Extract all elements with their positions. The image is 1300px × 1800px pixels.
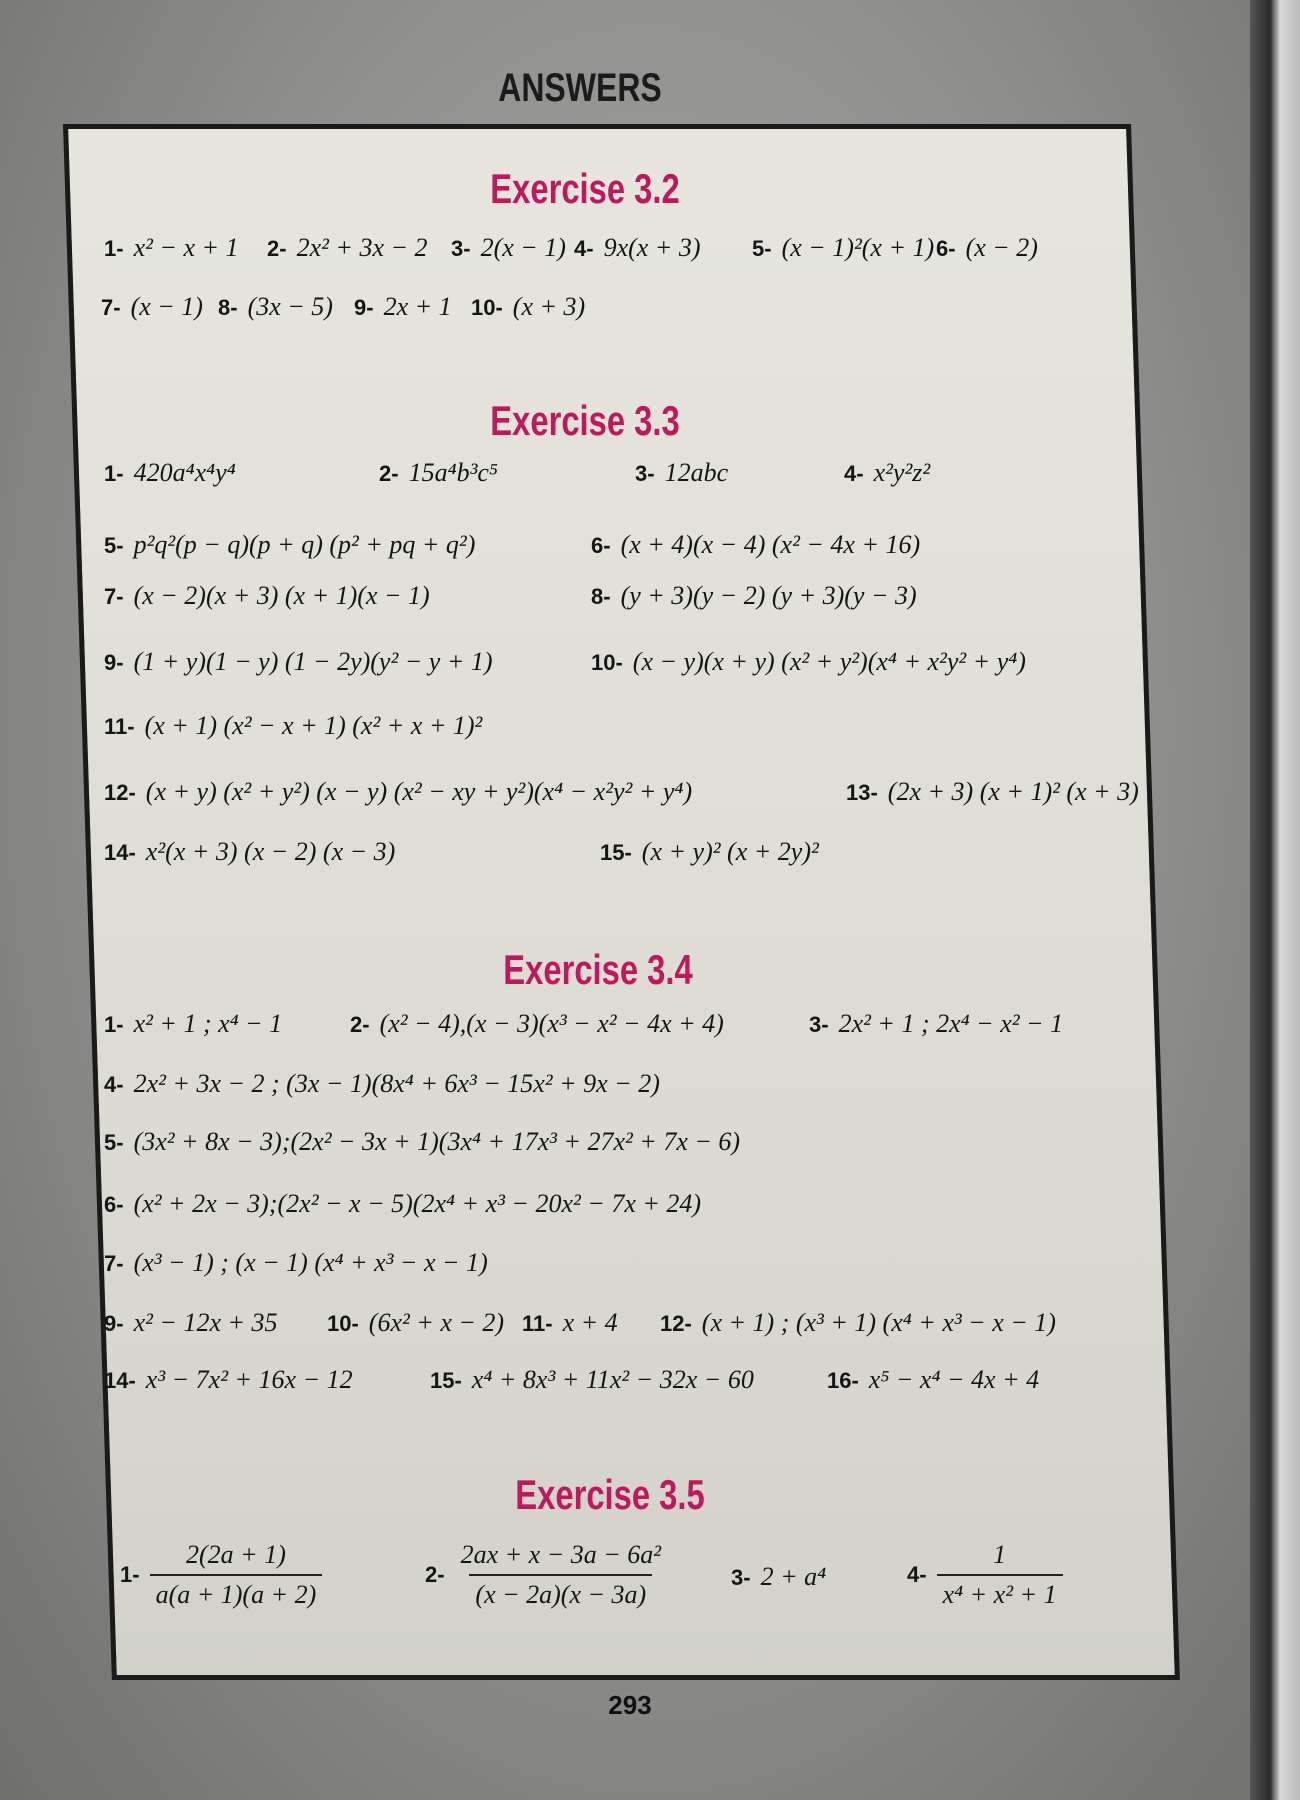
answer-expression: (x + 4)(x − 4) (x² − 4x + 16): [620, 530, 921, 559]
answer-expression: x²(x + 3) (x − 2) (x − 3): [145, 837, 396, 866]
answer-number: 3-: [731, 1565, 751, 1590]
answer-number: 14-: [104, 1368, 136, 1393]
answer-item: [104, 233, 239, 263]
answer-number: 11-: [522, 1311, 553, 1336]
answer-expression: (x³ − 1) ; (x − 1) (x⁴ + x³ − x − 1): [133, 1248, 488, 1277]
answer-expression: x²y²z²: [873, 458, 931, 487]
answer-item: [591, 647, 1026, 677]
answer-item: [104, 1069, 660, 1099]
answer-number: 1-: [104, 236, 124, 261]
answer-expression: 2x² + 3x − 2: [296, 233, 428, 262]
denominator: a(a + 1)(a + 2): [150, 1574, 323, 1610]
answer-number: 6-: [591, 533, 611, 558]
answer-item: [104, 1189, 701, 1219]
answer-number: 7-: [104, 584, 124, 609]
answer-expression: (x + 3): [512, 292, 586, 321]
answer-item: [267, 233, 428, 263]
fraction-answer: [907, 1540, 1063, 1610]
answer-expression: 2(x − 1): [480, 233, 566, 262]
answer-expression: x + 4: [562, 1308, 618, 1337]
answer-item: [522, 1308, 618, 1338]
fraction-answer: [425, 1540, 667, 1610]
answer-expression: x⁵ − x⁴ − 4x + 4: [868, 1365, 1040, 1394]
answer-number: 2-: [350, 1012, 370, 1037]
numerator: 2(2a + 1): [185, 1540, 286, 1569]
answer-number: 2-: [267, 236, 287, 261]
answer-item: [104, 1308, 278, 1338]
exercise-heading: Exercise 3.3: [490, 397, 680, 444]
answer-expression: p²q²(p − q)(p + q) (p² + pq + q²): [133, 530, 476, 559]
answer-expression: 9x(x + 3): [603, 233, 701, 262]
answer-item: [104, 837, 395, 867]
answer-expression: (x − y)(x + y) (x² + y²)(x⁴ + x²y² + y⁴): [632, 647, 1026, 676]
answer-item: [218, 292, 333, 322]
answer-number: 1-: [104, 1012, 124, 1037]
denominator: x⁴ + x² + 1: [937, 1574, 1063, 1610]
answer-item: [660, 1308, 1056, 1338]
answer-expression: (x² + 2x − 3);(2x² − x − 5)(2x⁴ + x³ − 20x² − 7x + 24): [133, 1189, 702, 1218]
answer-number: 15-: [430, 1368, 462, 1393]
answer-number: 4-: [907, 1562, 927, 1587]
answer-item: [354, 292, 452, 322]
answers-box: [63, 124, 1180, 1680]
answer-number: 13-: [846, 780, 878, 805]
answer-number: 1-: [104, 461, 124, 486]
answer-item: [104, 530, 475, 560]
numerator: 2ax + x − 3a − 6a²: [460, 1540, 662, 1569]
answer-number: 4-: [844, 461, 864, 486]
answer-expression: (3x² + 8x − 3);(2x² − 3x + 1)(3x⁴ + 17x³ + 27x² + 7x − 6): [133, 1127, 741, 1156]
answer-number: 7-: [101, 295, 121, 320]
answer-number: 3-: [809, 1012, 829, 1037]
answer-item: [846, 777, 1139, 807]
answer-item: [635, 458, 728, 488]
answer-number: 12-: [660, 1311, 692, 1336]
answer-expression: (x² − 4),(x − 3)(x³ − x² − 4x + 4): [379, 1009, 724, 1038]
answer-item: [471, 292, 585, 322]
answer-number: 16-: [827, 1368, 859, 1393]
answer-number: 7-: [104, 1251, 124, 1276]
answer-item: [752, 233, 934, 263]
exercise-heading: Exercise 3.2: [490, 165, 680, 212]
answer-expression: (x − 2): [965, 233, 1038, 262]
answer-number: 3-: [451, 236, 471, 261]
answer-number: 5-: [752, 236, 772, 261]
answer-expression: (x + y)² (x + 2y)²: [641, 837, 819, 866]
answer-expression: (x − 1)²(x + 1): [781, 233, 935, 262]
answer-item: [379, 458, 498, 488]
answer-expression: (2x + 3) (x + 1)² (x + 3): [887, 777, 1139, 806]
answer-item: [809, 1009, 1063, 1039]
answer-item: [827, 1365, 1039, 1395]
answer-expression: (6x² + x − 2): [368, 1308, 505, 1337]
answer-item: [101, 292, 203, 322]
answer-number: 5-: [104, 533, 124, 558]
answer-item: [430, 1365, 754, 1395]
answer-expression: x² − x + 1: [133, 233, 239, 262]
fraction: [455, 1540, 668, 1610]
fraction-answer: [120, 1540, 322, 1610]
answer-item: [844, 458, 930, 488]
answer-expression: 2x² + 1 ; 2x⁴ − x² − 1: [838, 1009, 1064, 1038]
answer-number: 14-: [104, 840, 136, 865]
answer-expression: 420a⁴x⁴y⁴: [133, 458, 236, 487]
denominator: (x − 2a)(x − 3a): [469, 1574, 652, 1610]
answer-item: [104, 1127, 740, 1157]
page-number: 293: [608, 1690, 652, 1720]
exercise-heading: Exercise 3.5: [515, 1471, 705, 1518]
answer-expression: 12abc: [664, 458, 729, 487]
exercise-heading: Exercise 3.4: [503, 946, 693, 993]
fraction: [937, 1540, 1063, 1610]
answer-item: [327, 1308, 504, 1338]
book-edge: [1250, 0, 1300, 1800]
answer-number: 9-: [354, 295, 374, 320]
answer-expression: x² − 12x + 35: [133, 1308, 278, 1337]
answer-expression: (x − 2)(x + 3) (x + 1)(x − 1): [133, 581, 430, 610]
answer-item: [731, 1562, 826, 1592]
answer-expression: x³ − 7x² + 16x − 12: [145, 1365, 353, 1394]
answer-expression: 15a⁴b³c⁵: [408, 458, 498, 487]
answer-number: 6-: [104, 1192, 124, 1217]
answer-item: [574, 233, 701, 263]
answer-item: [104, 1365, 353, 1395]
answer-number: 10-: [327, 1311, 359, 1336]
answer-expression: x⁴ + 8x³ + 11x² − 32x − 60: [471, 1365, 754, 1394]
answer-item: [104, 647, 493, 677]
answer-expression: x² + 1 ; x⁴ − 1: [133, 1009, 283, 1038]
answer-number: 9-: [104, 1311, 124, 1336]
answer-expression: (3x − 5): [247, 292, 333, 321]
answer-number: 5-: [104, 1130, 124, 1155]
answer-item: [104, 581, 430, 611]
answer-item: [936, 233, 1038, 263]
fraction: [150, 1540, 323, 1610]
answer-number: 9-: [104, 650, 124, 675]
answer-number: 4-: [104, 1072, 124, 1097]
answer-item: [600, 837, 819, 867]
answer-number: 2-: [379, 461, 399, 486]
answer-number: 8-: [591, 584, 611, 609]
answer-expression: 2 + a⁴: [760, 1562, 827, 1591]
answer-item: [104, 458, 236, 488]
answer-number: 12-: [104, 780, 136, 805]
answer-number: 1-: [120, 1562, 140, 1587]
answer-item: [104, 711, 482, 741]
answer-number: 4-: [574, 236, 594, 261]
answer-item: [591, 530, 920, 560]
answer-number: 6-: [936, 236, 956, 261]
answer-number: 15-: [600, 840, 632, 865]
answer-item: [451, 233, 566, 263]
answer-item: [104, 1248, 488, 1278]
answer-expression: (x + 1) ; (x³ + 1) (x⁴ + x³ − x − 1): [701, 1308, 1056, 1337]
answer-number: 3-: [635, 461, 655, 486]
answer-expression: (1 + y)(1 − y) (1 − 2y)(y² − y + 1): [133, 647, 493, 676]
answer-number: 11-: [104, 714, 135, 739]
answer-number: 2-: [425, 1562, 445, 1587]
answer-expression: 2x² + 3x − 2 ; (3x − 1)(8x⁴ + 6x³ − 15x² + 9x − 2): [133, 1069, 660, 1098]
answer-expression: (x − 1): [130, 292, 203, 321]
answer-item: [104, 777, 692, 807]
page-title: ANSWERS: [498, 66, 662, 110]
answer-expression: (x + y) (x² + y²) (x − y) (x² − xy + y²)(x⁴ − x²y² + y⁴): [145, 777, 693, 806]
answer-expression: 2x + 1: [383, 292, 452, 321]
answer-expression: (x + 1) (x² − x + 1) (x² + x + 1)²: [144, 711, 483, 740]
answer-number: 10-: [471, 295, 503, 320]
numerator: 1: [993, 1540, 1007, 1569]
answer-number: 10-: [591, 650, 623, 675]
answer-number: 8-: [218, 295, 238, 320]
answer-expression: (y + 3)(y − 2) (y + 3)(y − 3): [620, 581, 917, 610]
answer-item: [350, 1009, 724, 1039]
answer-item: [104, 1009, 282, 1039]
answer-item: [591, 581, 917, 611]
